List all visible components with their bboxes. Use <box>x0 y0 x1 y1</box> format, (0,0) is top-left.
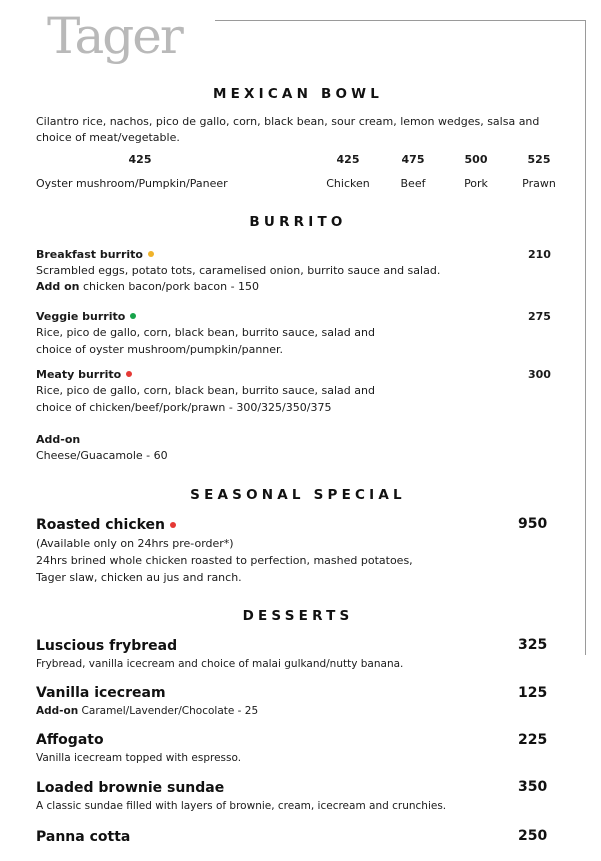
item-desc-roasted-chicken-1: (Available only on 24hrs pre-order*) <box>36 537 234 550</box>
option-label-veg: Oyster mushroom/Pumpkin/Paneer <box>36 177 228 190</box>
section-heading-seasonal-special: SEASONAL SPECIAL <box>190 487 406 503</box>
item-desc-roasted-chicken-3: Tager slaw, chicken au jus and ranch. <box>36 571 242 584</box>
option-label-chicken: Chicken <box>326 177 370 190</box>
item-price-breakfast-burrito: 210 <box>528 248 551 261</box>
item-name-meaty-burrito: Meaty burrito <box>36 367 132 382</box>
item-desc-breakfast-burrito: Scrambled eggs, potato tots, caramelised onion, burrito sauce and salad. <box>36 264 441 277</box>
item-name-luscious-frybread: Luscious frybread <box>36 638 178 654</box>
option-price-prawn: 525 <box>527 153 551 166</box>
option-price-veg: 425 <box>128 153 152 166</box>
item-name-veggie-burrito: Veggie burrito <box>36 309 136 324</box>
item-price-roasted-chicken: 950 <box>518 516 548 532</box>
option-price-pork: 500 <box>464 153 488 166</box>
item-addon-breakfast-burrito: Add on chicken bacon/pork bacon - 150 <box>36 280 260 293</box>
burrito-addon-text: Cheese/Guacamole - 60 <box>36 449 168 462</box>
item-desc-veggie-burrito-2: choice of oyster mushroom/pumpkin/panner. <box>36 343 284 356</box>
section-heading-desserts: DESSERTS <box>242 608 354 624</box>
brand-logo: Tager <box>47 7 182 65</box>
item-name-roasted-chicken: Roasted chicken <box>36 516 176 534</box>
item-desc-luscious-frybread: Frybread, vanilla icecream and choice of malai gulkand/nutty banana. <box>36 658 404 670</box>
frame-line-right <box>585 20 586 655</box>
item-desc-loaded-brownie-sundae: A classic sundae filled with layers of brownie, cream, icecream and crunchies. <box>36 800 447 812</box>
option-label-pork: Pork <box>464 177 488 190</box>
green-dot-icon <box>130 313 136 319</box>
frame-line-top <box>215 20 585 21</box>
item-desc-affogato: Vanilla icecream topped with espresso. <box>36 752 242 764</box>
red-dot-icon <box>170 522 176 528</box>
item-name-loaded-brownie-sundae: Loaded brownie sundae <box>36 780 225 796</box>
item-name-affogato: Affogato <box>36 732 104 748</box>
item-desc-meaty-burrito-2: choice of chicken/beef/pork/prawn - 300/325/350/375 <box>36 401 332 414</box>
item-name-breakfast-burrito: Breakfast burrito <box>36 247 154 262</box>
option-label-beef: Beef <box>400 177 426 190</box>
mexican-bowl-desc-1: Cilantro rice, nachos, pico de gallo, corn, black bean, sour cream, lemon wedges, salsa and <box>36 115 540 128</box>
item-price-veggie-burrito: 275 <box>528 310 551 323</box>
item-price-luscious-frybread: 325 <box>518 637 548 653</box>
item-price-panna-cotta: 250 <box>518 828 548 844</box>
item-price-vanilla-icecream: 125 <box>518 685 548 701</box>
orange-dot-icon <box>148 251 154 257</box>
option-price-chicken: 425 <box>336 153 360 166</box>
item-name-panna-cotta: Panna cotta <box>36 829 131 845</box>
item-price-loaded-brownie-sundae: 350 <box>518 779 548 795</box>
item-desc-roasted-chicken-2: 24hrs brined whole chicken roasted to perfection, mashed potatoes, <box>36 554 413 567</box>
item-price-affogato: 225 <box>518 732 548 748</box>
mexican-bowl-desc-2: choice of meat/vegetable. <box>36 131 180 144</box>
item-desc-veggie-burrito-1: Rice, pico de gallo, corn, black bean, burrito sauce, salad and <box>36 326 375 339</box>
item-price-meaty-burrito: 300 <box>528 368 551 381</box>
item-addon-vanilla-icecream: Add-on Caramel/Lavender/Chocolate - 25 <box>36 705 259 717</box>
option-label-prawn: Prawn <box>522 177 556 190</box>
burrito-addon-title: Add-on <box>36 433 81 446</box>
item-name-vanilla-icecream: Vanilla icecream <box>36 685 166 701</box>
red-dot-icon <box>126 371 132 377</box>
option-price-beef: 475 <box>401 153 425 166</box>
item-desc-meaty-burrito-1: Rice, pico de gallo, corn, black bean, burrito sauce, salad and <box>36 384 375 397</box>
section-heading-burrito: BURRITO <box>249 214 347 230</box>
section-heading-mexican-bowl: MEXICAN BOWL <box>212 86 384 102</box>
